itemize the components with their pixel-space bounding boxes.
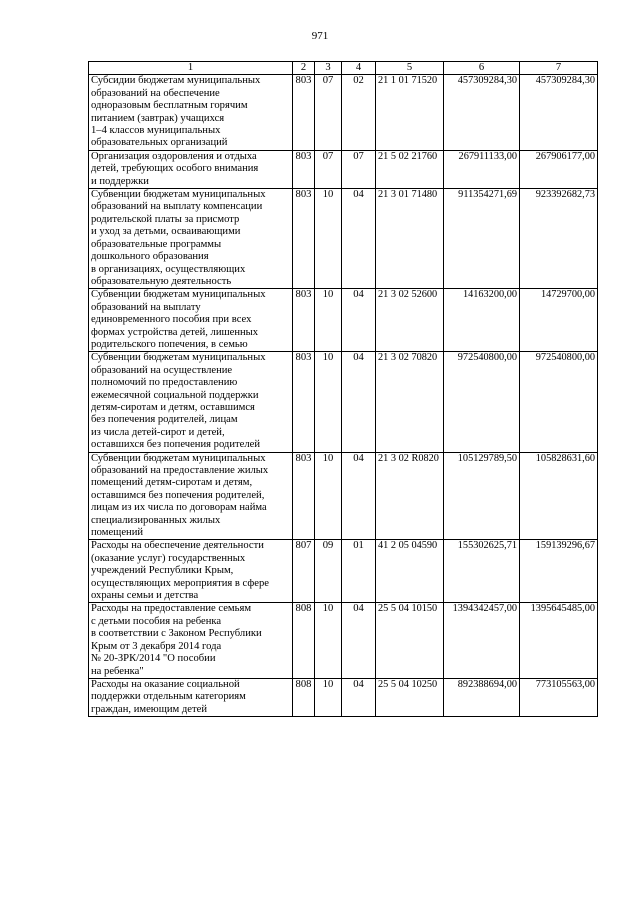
expense-name-line: дошкольного образования	[91, 251, 209, 263]
expense-name-line: Расходы на предоставление семьям	[91, 603, 252, 615]
expense-name-line: образований на осуществление	[91, 364, 233, 376]
expense-name	[89, 452, 293, 540]
expense-name-line: родительской платы за присмотр	[91, 213, 240, 225]
section-code: 07	[315, 75, 342, 150]
expense-name-line: в соответствии с Законом Республики	[91, 628, 262, 640]
expense-name-line: лицам из их числа по договорам найма	[91, 502, 267, 514]
expense-name	[89, 352, 293, 452]
column-header: 3	[315, 62, 342, 75]
expense-name-line: (оказание услуг) государственных	[91, 552, 246, 564]
expense-name-line: образований на обеспечение	[91, 87, 220, 99]
amount-year-1: 911354271,69	[444, 189, 520, 289]
expense-name	[89, 150, 293, 188]
expense-name-line: и уход за детьми, осваивающими	[91, 226, 241, 238]
expense-name-line: в организациях, осуществляющих	[91, 263, 246, 275]
target-article-code: 25 5 04 10250	[376, 678, 444, 716]
expense-name-line: родительского попечения, в семью	[91, 338, 248, 350]
expense-name	[89, 289, 293, 352]
target-article-code: 25 5 04 10150	[376, 603, 444, 678]
expense-name-line: детей, требующих особого внимания	[91, 163, 259, 175]
expense-name-line: Расходы на оказание социальной	[91, 678, 240, 690]
expense-name-line: Субвенции бюджетам муниципальных	[91, 289, 266, 301]
subsection-code: 04	[342, 289, 376, 352]
ministry-code: 808	[293, 603, 315, 678]
ministry-code: 803	[293, 150, 315, 188]
amount-year-1: 972540800,00	[444, 352, 520, 452]
subsection-code: 04	[342, 189, 376, 289]
amount-year-1: 14163200,00	[444, 289, 520, 352]
expense-name-line: и поддержки	[91, 175, 149, 187]
target-article-code: 21 3 02 70820	[376, 352, 444, 452]
subsection-code: 04	[342, 603, 376, 678]
expense-name-line: ежемесячной социальной поддержки	[91, 389, 259, 401]
expense-name-line: Субвенции бюджетам муниципальных	[91, 189, 266, 201]
section-code: 10	[315, 452, 342, 540]
ministry-code: 803	[293, 289, 315, 352]
target-article-code: 41 2 05 04590	[376, 540, 444, 603]
amount-year-1: 457309284,30	[444, 75, 520, 150]
amount-year-1: 155302625,71	[444, 540, 520, 603]
ministry-code: 803	[293, 75, 315, 150]
page-number: 971	[311, 30, 329, 42]
ministry-code: 803	[293, 352, 315, 452]
section-code: 10	[315, 603, 342, 678]
expense-name-line: без попечения родителей, лицам	[91, 414, 238, 426]
table-row	[89, 540, 598, 603]
expense-name-line: помещений детям-сиротам и детям,	[91, 477, 253, 489]
expense-name-line: граждан, имеющим детей	[91, 703, 207, 715]
amount-year-2: 923392682,73	[520, 189, 598, 289]
table-row	[89, 603, 598, 678]
expense-name	[89, 603, 293, 678]
expense-name-line: Организация оздоровления и отдыха	[91, 150, 257, 162]
section-code: 09	[315, 540, 342, 603]
expense-name-line: учреждений Республики Крым,	[91, 565, 234, 577]
expense-name-line: Крым от 3 декабря 2014 года	[91, 640, 222, 652]
target-article-code: 21 3 01 71480	[376, 189, 444, 289]
expense-name-line: Субвенции бюджетам муниципальных	[91, 452, 266, 464]
amount-year-1: 105129789,50	[444, 452, 520, 540]
column-header: 1	[89, 62, 293, 75]
expense-name-line: образований на выплату компенсации	[91, 201, 263, 213]
amount-year-2: 159139296,67	[520, 540, 598, 603]
subsection-code: 04	[342, 678, 376, 716]
expense-name-line: с детьми пособия на ребенка	[91, 615, 222, 627]
expense-name-line: помещений	[91, 527, 144, 539]
expense-name-line: образовательных организаций	[91, 137, 228, 149]
amount-year-1: 267911133,00	[444, 150, 520, 188]
table-row	[89, 189, 598, 289]
expense-name-line: поддержки отдельным категориям	[91, 691, 246, 703]
subsection-code: 02	[342, 75, 376, 150]
expense-name-line: питанием (завтрак) учащихся	[91, 112, 225, 124]
table-row	[89, 150, 598, 188]
amount-year-2: 14729700,00	[520, 289, 598, 352]
expense-name-line: образований на выплату	[91, 301, 201, 313]
target-article-code: 21 5 02 21760	[376, 150, 444, 188]
expense-name-line: образовательные программы	[91, 238, 222, 250]
expense-name-line: единовременного пособия при всех	[91, 314, 252, 326]
expense-name-line: Расходы на обеспечение деятельности	[91, 540, 264, 552]
subsection-code: 04	[342, 352, 376, 452]
expense-name	[89, 75, 293, 150]
amount-year-2: 457309284,30	[520, 75, 598, 150]
table-row	[89, 452, 598, 540]
subsection-code: 07	[342, 150, 376, 188]
section-code: 10	[315, 289, 342, 352]
amount-year-2: 1395645485,00	[520, 603, 598, 678]
ministry-code: 803	[293, 452, 315, 540]
expense-name-line: оставшихся без попечения родителей	[91, 439, 260, 451]
expense-name-line: специализированных жилых	[91, 514, 221, 526]
column-header: 5	[376, 62, 444, 75]
amount-year-2: 267906177,00	[520, 150, 598, 188]
expense-name-line: полномочий по предоставлению	[91, 377, 238, 389]
section-code: 10	[315, 352, 342, 452]
expense-name-line: Субвенции бюджетам муниципальных	[91, 352, 266, 364]
budget-table	[88, 61, 598, 717]
expense-name	[89, 540, 293, 603]
table-row	[89, 352, 598, 452]
expense-name-line: № 20-ЗРК/2014 "О пособии	[91, 653, 216, 665]
table-row	[89, 75, 598, 150]
ministry-code: 808	[293, 678, 315, 716]
amount-year-1: 1394342457,00	[444, 603, 520, 678]
expense-name-line: осуществляющих мероприятия в сфере	[91, 577, 269, 589]
expense-name-line: формах устройства детей, лишенных	[91, 326, 259, 338]
column-header: 7	[520, 62, 598, 75]
column-header: 2	[293, 62, 315, 75]
section-code: 10	[315, 189, 342, 289]
amount-year-2: 105828631,60	[520, 452, 598, 540]
expense-name-line: детям-сиротам и детям, оставшимся	[91, 401, 255, 413]
expense-name	[89, 678, 293, 716]
target-article-code: 21 3 02 52600	[376, 289, 444, 352]
column-number-row	[89, 62, 598, 75]
target-article-code: 21 1 01 71520	[376, 75, 444, 150]
subsection-code: 04	[342, 452, 376, 540]
expense-name-line: образований на предоставление жилых	[91, 465, 269, 476]
expense-name-line: Субсидии бюджетам муниципальных	[91, 75, 261, 87]
amount-year-2: 972540800,00	[520, 352, 598, 452]
expense-name-line: 1–4 классов муниципальных	[91, 125, 221, 137]
section-code: 10	[315, 678, 342, 716]
expense-name	[89, 189, 293, 289]
ministry-code: 803	[293, 189, 315, 289]
expense-name-line: оставшимся без попечения родителей,	[91, 489, 265, 501]
amount-year-2: 773105563,00	[520, 678, 598, 716]
expense-name-line: одноразовым бесплатным горячим	[91, 100, 248, 112]
expense-name-line: из числа детей-сирот и детей,	[91, 426, 225, 438]
section-code: 07	[315, 150, 342, 188]
ministry-code: 807	[293, 540, 315, 603]
expense-name-line: на ребенка"	[91, 665, 144, 677]
expense-name-line: образовательную деятельность	[91, 275, 232, 287]
column-header: 6	[444, 62, 520, 75]
table-row	[89, 289, 598, 352]
target-article-code: 21 3 02 R0820	[376, 452, 444, 540]
column-header: 4	[342, 62, 376, 75]
expense-name-line: охраны семьи и детства	[91, 590, 199, 602]
subsection-code: 01	[342, 540, 376, 603]
amount-year-1: 892388694,00	[444, 678, 520, 716]
table-row	[89, 678, 598, 716]
